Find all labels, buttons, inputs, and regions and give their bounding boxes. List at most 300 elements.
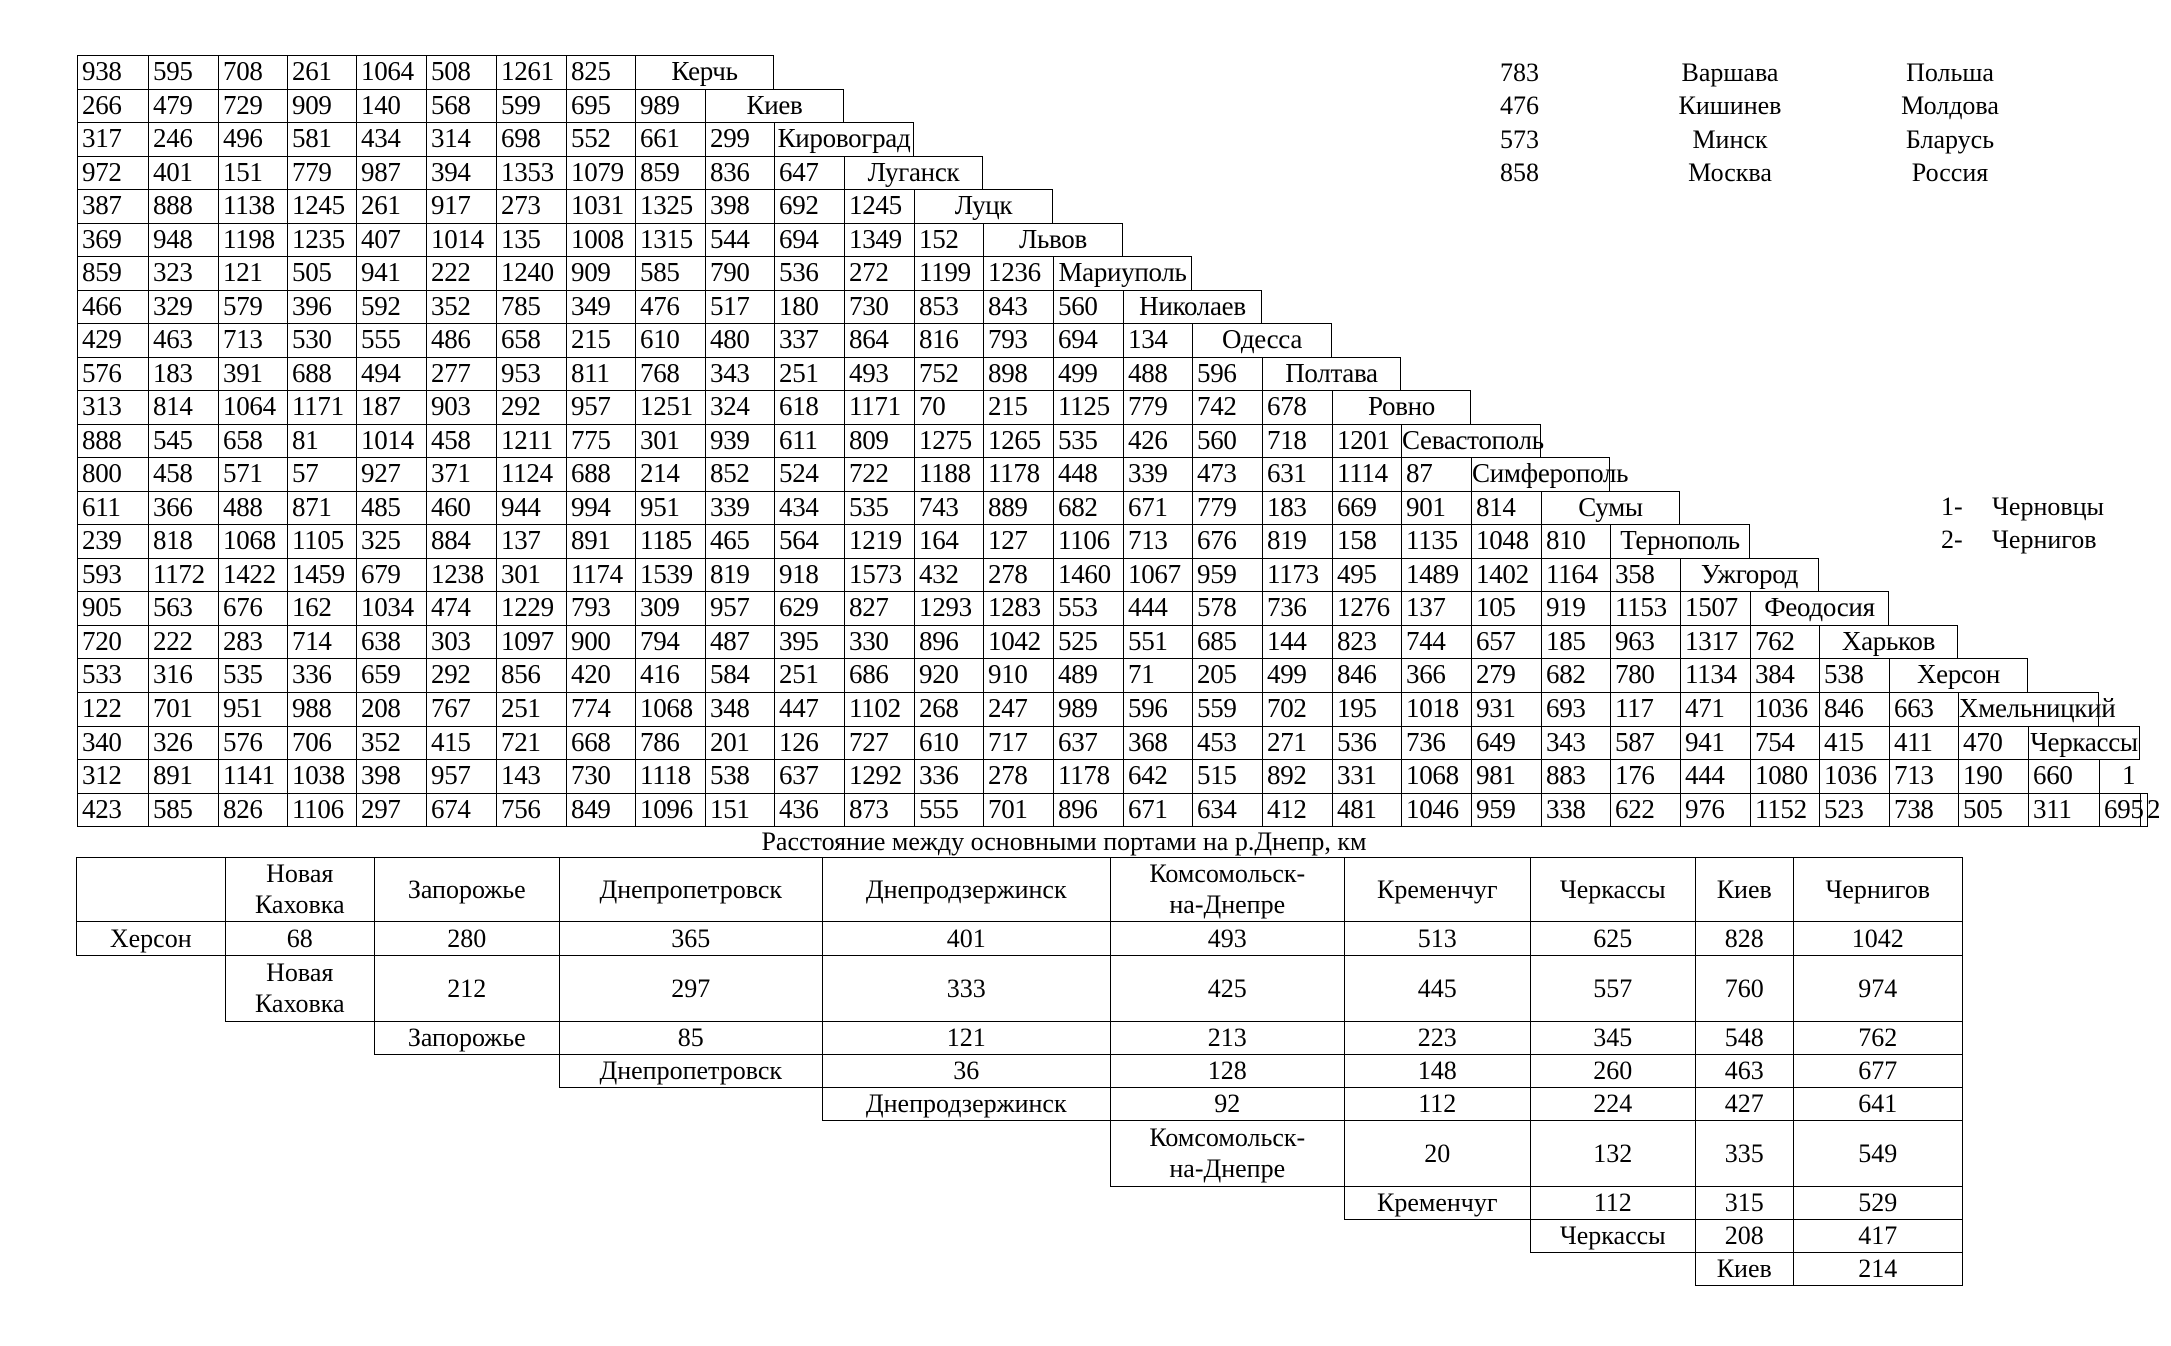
city-name-cell: Кировоград — [774, 122, 914, 156]
distance-cell: 416 — [635, 658, 705, 692]
distance-cell: 401 — [822, 921, 1112, 957]
distance-cell: 555 — [914, 793, 983, 827]
distance-cell: 1171 — [844, 390, 914, 424]
capital-city: Варшава — [1681, 58, 1779, 87]
distance-cell: 530 — [287, 323, 356, 357]
distance-cell: 825 — [566, 55, 635, 89]
distance-cell: 105 — [1471, 591, 1541, 625]
distance-cell: 470 — [1958, 726, 2028, 759]
distance-cell: 814 — [148, 390, 218, 424]
distance-cell: 786 — [635, 726, 705, 759]
distance-cell: 85 — [559, 1021, 824, 1056]
capital-distance: 476 — [1500, 91, 1539, 120]
distance-cell: 578 — [1192, 591, 1262, 625]
distance-cell: 730 — [844, 290, 914, 323]
distance-cell: 463 — [1695, 1054, 1795, 1089]
distance-cell: 201 — [705, 726, 774, 759]
distance-cell: 277 — [426, 357, 496, 390]
distance-cell: 331 — [1332, 759, 1401, 793]
distance-cell: 297 — [356, 793, 426, 827]
distance-cell: 538 — [705, 759, 774, 793]
distance-cell: 611 — [774, 424, 844, 457]
distance-cell: 246 — [148, 122, 218, 156]
row-header: Киев — [1695, 1252, 1795, 1287]
distance-cell: 1460 — [1053, 558, 1123, 591]
city-name-cell: Черкассы — [2028, 726, 2140, 759]
row-header: Днепропетровск — [559, 1054, 824, 1089]
distance-cell: 398 — [356, 759, 426, 793]
distance-cell: 535 — [218, 658, 287, 692]
column-header: Комсомольск- на-Днепре — [1110, 857, 1346, 923]
distance-cell: 1153 — [1610, 591, 1680, 625]
distance-cell: 827 — [844, 591, 914, 625]
distance-cell: 610 — [914, 726, 983, 759]
distance-cell: 779 — [287, 156, 356, 189]
distance-cell: 301 — [635, 424, 705, 457]
distance-cell: 151 — [218, 156, 287, 189]
distance-cell: 239 — [77, 524, 148, 558]
capital-distance: 783 — [1500, 58, 1539, 87]
distance-cell: 401 — [148, 156, 218, 189]
distance-cell: 158 — [1332, 524, 1401, 558]
distance-cell: 695 — [566, 89, 635, 122]
distance-cell: 222 — [426, 256, 496, 290]
distance-cell: 420 — [566, 658, 635, 692]
distance-cell: 1275 — [914, 424, 983, 457]
distance-cell: 70 — [914, 390, 983, 424]
distance-cell: 137 — [496, 524, 566, 558]
distance-cell: 1245 — [287, 189, 356, 223]
distance-cell: 779 — [1192, 491, 1262, 524]
distance-cell: 465 — [705, 524, 774, 558]
city-name-cell: Ужгород — [1680, 558, 1819, 591]
distance-cell: 585 — [635, 256, 705, 290]
distance-cell: 330 — [844, 625, 914, 658]
distance-cell: 487 — [705, 625, 774, 658]
distance-cell: 1068 — [1401, 759, 1471, 793]
distance-cell: 1042 — [1793, 921, 1964, 957]
distance-cell: 460 — [426, 491, 496, 524]
row-header: Черкассы — [1530, 1219, 1697, 1254]
distance-cell: 713 — [1123, 524, 1192, 558]
distance-cell: 148 — [1344, 1054, 1532, 1089]
distance-cell: 816 — [914, 323, 983, 357]
distance-cell: 818 — [148, 524, 218, 558]
distance-cell: 466 — [77, 290, 148, 323]
distance-cell: 563 — [148, 591, 218, 625]
distance-cell: 679 — [356, 558, 426, 591]
distance-cell: 1293 — [914, 591, 983, 625]
distance-cell: 852 — [705, 457, 774, 491]
distance-cell: 663 — [1889, 692, 1958, 726]
distance-cell: 762 — [1793, 1021, 1964, 1056]
distance-cell: 301 — [496, 558, 566, 591]
distance-cell: 1171 — [287, 390, 356, 424]
distance-cell: 481 — [1332, 793, 1401, 827]
distance-cell: 1173 — [1262, 558, 1332, 591]
distance-cell: 187 — [356, 390, 426, 424]
dnepr-table-title: Расстояние между основными портами на р.Днепр, км — [761, 827, 1367, 856]
distance-cell: 164 — [914, 524, 983, 558]
distance-cell: 1238 — [426, 558, 496, 591]
distance-cell: 793 — [566, 591, 635, 625]
distance-cell: 266 — [77, 89, 148, 122]
distance-cell: 790 — [705, 256, 774, 290]
distance-cell: 1188 — [914, 457, 983, 491]
distance-cell: 918 — [774, 558, 844, 591]
distance-cell: 676 — [218, 591, 287, 625]
distance-cell: 283 — [218, 625, 287, 658]
distance-cell: 981 — [1471, 759, 1541, 793]
distance-cell: 485 — [356, 491, 426, 524]
distance-cell: 536 — [1332, 726, 1401, 759]
distance-cell: 323 — [148, 256, 218, 290]
distance-cell: 162 — [287, 591, 356, 625]
distance-cell: 1178 — [1053, 759, 1123, 793]
distance-cell: 972 — [77, 156, 148, 189]
distance-cell: 279 — [1471, 658, 1541, 692]
distance-cell: 214 — [635, 457, 705, 491]
distance-cell: 436 — [774, 793, 844, 827]
distance-cell: 1219 — [844, 524, 914, 558]
distance-cell: 121 — [218, 256, 287, 290]
distance-cell: 720 — [77, 625, 148, 658]
distance-cell: 826 — [218, 793, 287, 827]
distance-cell: 352 — [426, 290, 496, 323]
distance-cell: 517 — [705, 290, 774, 323]
distance-cell: 1096 — [635, 793, 705, 827]
distance-cell: 891 — [566, 524, 635, 558]
distance-cell: 819 — [705, 558, 774, 591]
distance-cell: 425 — [1110, 955, 1346, 1023]
distance-cell: 1459 — [287, 558, 356, 591]
distance-cell: 185 — [1541, 625, 1610, 658]
distance-cell: 564 — [774, 524, 844, 558]
distance-cell: 883 — [1541, 759, 1610, 793]
distance-cell: 1283 — [983, 591, 1053, 625]
distance-cell: 122 — [77, 692, 148, 726]
distance-cell: 901 — [1401, 491, 1471, 524]
distance-cell: 695 — [2099, 793, 2140, 827]
distance-cell: 592 — [356, 290, 426, 323]
distance-cell: 658 — [496, 323, 566, 357]
distance-cell: 677 — [1793, 1054, 1964, 1089]
distance-cell: 557 — [1530, 955, 1697, 1023]
distance-cell: 678 — [1262, 390, 1332, 424]
distance-cell: 754 — [1750, 726, 1819, 759]
distance-cell: 730 — [566, 759, 635, 793]
distance-cell: 292 — [496, 390, 566, 424]
distance-cell: 1118 — [635, 759, 705, 793]
city-name-cell: Керчь — [635, 55, 774, 89]
distance-cell: 669 — [1332, 491, 1401, 524]
distance-cell: 71 — [1123, 658, 1192, 692]
distance-cell: 471 — [1680, 692, 1750, 726]
distance-cell: 743 — [914, 491, 983, 524]
distance-cell: 1141 — [218, 759, 287, 793]
distance-cell: 1211 — [496, 424, 566, 457]
distance-cell: 587 — [1610, 726, 1680, 759]
distance-cell: 1325 — [635, 189, 705, 223]
distance-cell: 694 — [1053, 323, 1123, 357]
distance-cell: 713 — [218, 323, 287, 357]
distance-cell: 891 — [148, 759, 218, 793]
distance-cell: 81 — [287, 424, 356, 457]
distance-cell: 368 — [1123, 726, 1192, 759]
distance-cell: 1229 — [496, 591, 566, 625]
distance-cell: 1036 — [1819, 759, 1889, 793]
distance-cell: 793 — [983, 323, 1053, 357]
distance-cell: 396 — [287, 290, 356, 323]
distance-cell: 343 — [1541, 726, 1610, 759]
distance-cell: 892 — [1262, 759, 1332, 793]
distance-cell: 873 — [844, 793, 914, 827]
distance-cell: 391 — [218, 357, 287, 390]
distance-cell: 927 — [356, 457, 426, 491]
distance-cell: 339 — [705, 491, 774, 524]
distance-cell: 152 — [914, 223, 983, 256]
distance-cell: 1008 — [566, 223, 635, 256]
distance-cell: 1079 — [566, 156, 635, 189]
distance-cell: 957 — [566, 390, 635, 424]
distance-cell: 488 — [218, 491, 287, 524]
distance-cell: 976 — [1680, 793, 1750, 827]
distance-cell: 325 — [356, 524, 426, 558]
capital-city: Москва — [1688, 158, 1772, 187]
distance-cell: 843 — [983, 290, 1053, 323]
row-header: Комсомольск- на-Днепре — [1110, 1120, 1346, 1188]
row-header: Новая Каховка — [225, 955, 376, 1023]
distance-cell: 208 — [356, 692, 426, 726]
distance-cell: 910 — [983, 658, 1053, 692]
distance-cell: 599 — [496, 89, 566, 122]
city-name-cell: Симферополь — [1471, 457, 1610, 491]
distance-cell: 849 — [566, 793, 635, 827]
distance-cell: 1261 — [496, 55, 566, 89]
distance-cell: 508 — [426, 55, 496, 89]
distance-cell: 989 — [1053, 692, 1123, 726]
distance-cell: 900 — [566, 625, 635, 658]
distance-cell: 974 — [1793, 955, 1964, 1023]
distance-cell: 366 — [1401, 658, 1471, 692]
distance-cell: 524 — [774, 457, 844, 491]
distance-cell: 917 — [426, 189, 496, 223]
distance-cell: 941 — [1680, 726, 1750, 759]
distance-cell: 647 — [774, 156, 844, 189]
distance-cell: 706 — [287, 726, 356, 759]
distance-cell: 660 — [2028, 759, 2099, 793]
distance-cell: 247 — [983, 692, 1053, 726]
distance-cell: 686 — [844, 658, 914, 692]
distance-cell: 251 — [774, 658, 844, 692]
city-name-cell: Николаев — [1123, 290, 1262, 323]
distance-cell: 856 — [496, 658, 566, 692]
distance-cell: 768 — [635, 357, 705, 390]
distance-cell: 637 — [774, 759, 844, 793]
distance-cell: 496 — [218, 122, 287, 156]
distance-cell: 297 — [559, 955, 824, 1023]
distance-cell: 742 — [1192, 390, 1262, 424]
distance-cell: 811 — [566, 357, 635, 390]
distance-cell: 292 — [426, 658, 496, 692]
distance-cell: 785 — [496, 290, 566, 323]
distance-cell: 343 — [705, 357, 774, 390]
distance-cell: 213 — [1110, 1021, 1346, 1056]
distance-cell: 1315 — [635, 223, 705, 256]
distance-cell: 369 — [77, 223, 148, 256]
distance-cell: 463 — [148, 323, 218, 357]
distance-cell: 941 — [356, 256, 426, 290]
city-name-cell: Львов — [983, 223, 1123, 256]
column-header: Черкассы — [1530, 857, 1697, 923]
row-header: Запорожье — [374, 1021, 561, 1056]
distance-cell: 1034 — [356, 591, 426, 625]
distance-cell: 222 — [148, 625, 218, 658]
distance-cell: 736 — [1401, 726, 1471, 759]
distance-cell: 434 — [356, 122, 426, 156]
distance-cell: 426 — [1123, 424, 1192, 457]
distance-cell: 1014 — [356, 424, 426, 457]
distance-cell: 905 — [77, 591, 148, 625]
distance-cell: 137 — [1401, 591, 1471, 625]
distance-cell: 476 — [635, 290, 705, 323]
distance-cell: 1236 — [983, 256, 1053, 290]
distance-cell: 126 — [774, 726, 844, 759]
distance-cell: 702 — [1262, 692, 1332, 726]
distance-cell: 722 — [844, 457, 914, 491]
distance-cell: 1068 — [635, 692, 705, 726]
distance-cell: 317 — [77, 122, 148, 156]
distance-cell: 1134 — [1680, 658, 1750, 692]
distance-cell: 555 — [356, 323, 426, 357]
distance-cell: 1276 — [1332, 591, 1401, 625]
distance-cell: 415 — [1819, 726, 1889, 759]
distance-cell: 576 — [77, 357, 148, 390]
distance-cell: 701 — [148, 692, 218, 726]
distance-cell: 329 — [148, 290, 218, 323]
distance-cell: 1539 — [635, 558, 705, 591]
column-header: Днепродзержинск — [822, 857, 1112, 923]
distance-cell: 535 — [1053, 424, 1123, 457]
city-name-cell: 2 — [2140, 793, 2148, 827]
distance-cell: 423 — [77, 793, 148, 827]
distance-cell: 261 — [356, 189, 426, 223]
distance-cell: 427 — [1695, 1087, 1795, 1122]
distance-cell: 903 — [426, 390, 496, 424]
distance-cell: 939 — [705, 424, 774, 457]
distance-cell: 417 — [1793, 1219, 1964, 1254]
distance-cell: 135 — [496, 223, 566, 256]
distance-cell: 348 — [705, 692, 774, 726]
distance-cell: 688 — [287, 357, 356, 390]
distance-cell: 896 — [914, 625, 983, 658]
distance-cell: 1172 — [148, 558, 218, 591]
distance-cell: 668 — [566, 726, 635, 759]
distance-cell: 618 — [774, 390, 844, 424]
capital-city: Кишинев — [1678, 91, 1782, 120]
distance-cell: 931 — [1471, 692, 1541, 726]
distance-cell: 809 — [844, 424, 914, 457]
distance-cell: 1199 — [914, 256, 983, 290]
distance-cell: 432 — [914, 558, 983, 591]
distance-cell: 634 — [1192, 793, 1262, 827]
distance-cell: 458 — [148, 457, 218, 491]
column-header: Новая Каховка — [225, 857, 376, 923]
distance-cell: 596 — [1192, 357, 1262, 390]
distance-cell: 846 — [1332, 658, 1401, 692]
distance-cell: 395 — [774, 625, 844, 658]
row-header: Кременчуг — [1344, 1186, 1532, 1221]
distance-cell: 727 — [844, 726, 914, 759]
distance-cell: 444 — [1123, 591, 1192, 625]
distance-cell: 335 — [1695, 1120, 1795, 1188]
distance-cell: 944 — [496, 491, 566, 524]
distance-cell: 548 — [1695, 1021, 1795, 1056]
distance-cell: 495 — [1332, 558, 1401, 591]
city-name-cell: Сумы — [1541, 491, 1680, 524]
distance-cell: 151 — [705, 793, 774, 827]
distance-cell: 698 — [496, 122, 566, 156]
distance-cell: 559 — [1192, 692, 1262, 726]
distance-cell: 744 — [1401, 625, 1471, 658]
city-name-cell: Хмельницкий — [1958, 692, 2099, 726]
distance-cell: 1106 — [287, 793, 356, 827]
distance-cell: 1152 — [1750, 793, 1819, 827]
distance-cell: 315 — [1695, 1186, 1795, 1221]
distance-cell: 394 — [426, 156, 496, 189]
distance-cell: 447 — [774, 692, 844, 726]
distance-cell: 57 — [287, 457, 356, 491]
distance-cell: 251 — [774, 357, 844, 390]
distance-cell: 434 — [774, 491, 844, 524]
distance-cell: 585 — [148, 793, 218, 827]
distance-cell: 659 — [356, 658, 426, 692]
distance-cell: 134 — [1123, 323, 1192, 357]
distance-cell: 671 — [1123, 793, 1192, 827]
distance-cell: 721 — [496, 726, 566, 759]
distance-cell: 268 — [914, 692, 983, 726]
distance-cell: 312 — [77, 759, 148, 793]
distance-cell: 595 — [148, 55, 218, 89]
distance-cell: 814 — [1471, 491, 1541, 524]
distance-cell: 688 — [566, 457, 635, 491]
distance-cell: 458 — [426, 424, 496, 457]
distance-cell: 68 — [225, 921, 376, 957]
distance-cell: 336 — [287, 658, 356, 692]
distance-cell: 1097 — [496, 625, 566, 658]
distance-cell: 529 — [1793, 1186, 1964, 1221]
distance-cell: 488 — [1123, 357, 1192, 390]
distance-cell: 144 — [1262, 625, 1332, 658]
distance-cell: 415 — [426, 726, 496, 759]
city-name-cell: Тернополь — [1610, 524, 1750, 558]
distance-cell: 505 — [1958, 793, 2028, 827]
row-header: Херсон — [76, 921, 227, 957]
distance-cell: 429 — [77, 323, 148, 357]
distance-cell: 657 — [1471, 625, 1541, 658]
distance-cell: 486 — [426, 323, 496, 357]
distance-cell: 1240 — [496, 256, 566, 290]
distance-cell: 117 — [1610, 692, 1680, 726]
distance-cell: 920 — [914, 658, 983, 692]
distance-cell: 1573 — [844, 558, 914, 591]
distance-cell: 121 — [822, 1021, 1112, 1056]
distance-cell: 685 — [1192, 625, 1262, 658]
distance-cell: 694 — [774, 223, 844, 256]
distance-cell: 682 — [1541, 658, 1610, 692]
distance-cell: 366 — [148, 491, 218, 524]
distance-cell: 1402 — [1471, 558, 1541, 591]
